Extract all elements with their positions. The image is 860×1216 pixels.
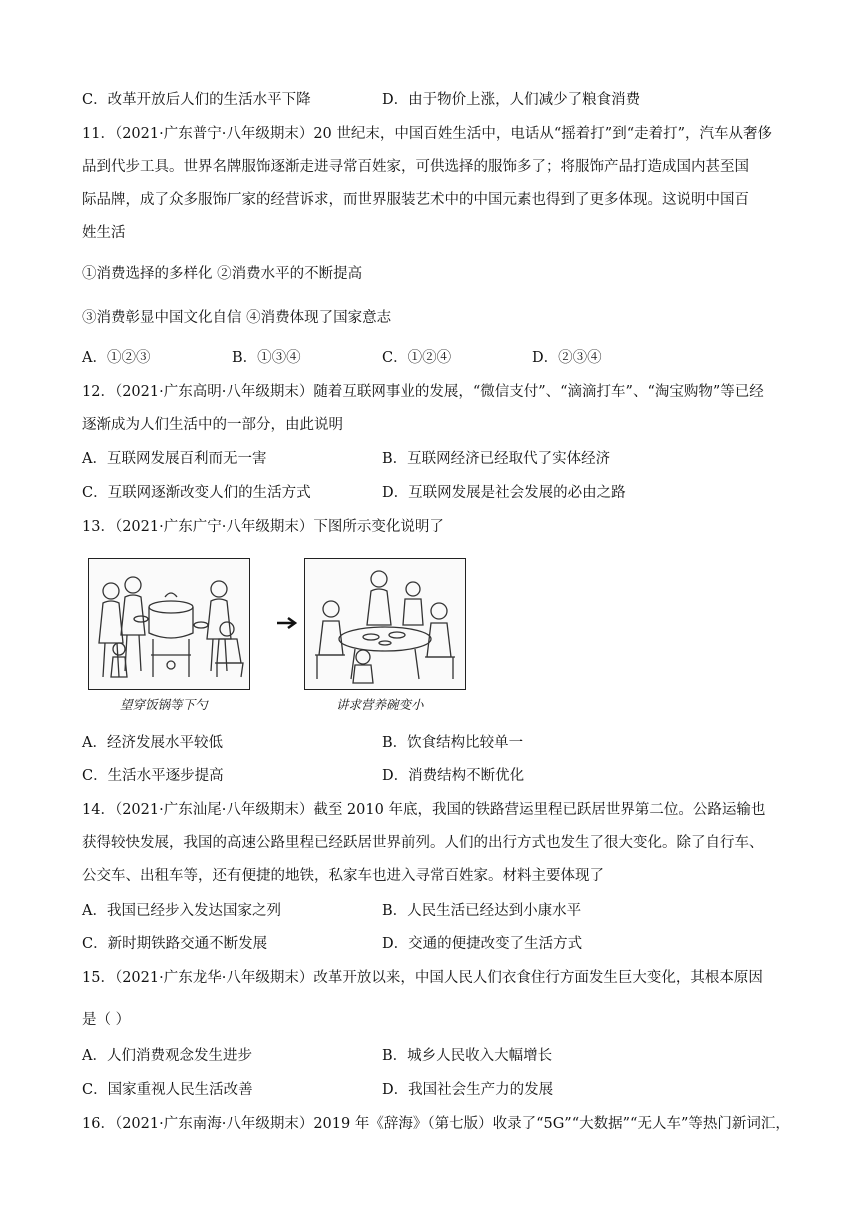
q11-statement-1: ①消费选择的多样化 ②消费水平的不断提高: [82, 266, 363, 282]
family-waiting-pot-drawing: [89, 559, 249, 689]
q14-options-row-1: [82, 901, 782, 921]
q12-option-d: D．互联网发展是社会发展的必由之路: [382, 485, 626, 501]
q11-option-d: D．②③④: [532, 350, 602, 366]
q10-option-d: D．由于物价上涨，人们减少了粮食消费: [382, 92, 641, 108]
q13-option-a: A．经济发展水平较低: [82, 735, 223, 751]
q13-options-row-2: [82, 766, 782, 786]
q11-options-row: [82, 348, 782, 368]
q12-stem-line-1: 12．（2021·广东高明·八年级期末）随着互联网事业的发展，“微信支付”、“滴滴打车”、“淘宝购物”等已经: [82, 384, 764, 400]
q13-option-c: C．生活水平逐步提高: [82, 768, 224, 784]
q11-stem-line-1: 11．（2021·广东普宁·八年级期末）20 世纪末，中国百姓生活中，电话从“摇着打”到“走着打”，汽车从奢侈: [82, 126, 773, 142]
left-cartoon-caption: 望穿饭锅等下勺: [120, 697, 208, 712]
q13-options-row-1: [82, 733, 782, 753]
q15-option-a: A．人们消费观念发生进步: [82, 1048, 252, 1064]
q12-options-row-1: [82, 449, 782, 469]
q15-option-d: D．我国社会生产力的发展: [382, 1082, 554, 1098]
q13-option-d: D．消费结构不断优化: [382, 768, 525, 784]
q11-statement-2: ③消费彰显中国文化自信 ④消费体现了国家意志: [82, 310, 392, 326]
q14-option-c: C．新时期铁路交通不断发展: [82, 936, 268, 952]
q12-option-a: A．互联网发展百利而无一害: [82, 451, 267, 467]
right-cartoon-caption: 讲求营养碗变小: [336, 697, 424, 712]
q14-options-row-2: [82, 934, 782, 954]
q14-option-b: B．人民生活已经达到小康水平: [382, 903, 582, 919]
q10-options-row: [82, 90, 782, 110]
q10-option-c: C．改革开放后人们的生活水平下降: [82, 92, 311, 108]
q14-option-a: A．我国已经步入发达国家之列: [82, 903, 281, 919]
q13-option-b: B．饮食结构比较单一: [382, 735, 524, 751]
q11-option-b: B．①③④: [232, 350, 301, 366]
q12-option-b: B．互联网经济已经取代了实体经济: [382, 451, 611, 467]
q12-options-row-2: [82, 483, 782, 503]
q15-stem-line-2: 是（ ）: [82, 1012, 131, 1028]
right-cartoon-panel: [304, 558, 466, 690]
q14-stem-line-2: 获得较快发展，我国的高速公路里程已经跃居世界前列。人们的出行方式也发生了很大变化。除了自行车、: [82, 835, 764, 851]
q15-option-b: B．城乡人民收入大幅增长: [382, 1048, 553, 1064]
q11-stem-line-2: 品到代步工具。世界名牌服饰逐渐走进寻常百姓家，可供选择的服饰多了；将服饰产品打造成国内甚至国: [82, 159, 749, 175]
q15-option-c: C．国家重视人民生活改善: [82, 1082, 253, 1098]
left-cartoon-panel: [88, 558, 250, 690]
q12-stem-line-2: 逐渐成为人们生活中的一部分，由此说明: [82, 417, 343, 433]
q16-stem-line-1: 16．（2021·广东南海·八年级期末）2019 年《辞海》（第七版）收录了“5G”“大数据”“无人车”等热门新词汇，: [82, 1116, 790, 1132]
q13-cartoon-figure: [88, 558, 468, 720]
q11-option-a: A．①②③: [82, 350, 151, 366]
q15-stem-line-1: 15．（2021·广东龙华·八年级期末）改革开放以来，中国人民人们衣食住行方面发生巨大变化，其根本原因: [82, 970, 763, 986]
q12-option-c: C．互联网逐渐改变人们的生活方式: [82, 485, 311, 501]
q14-stem-line-3: 公交车、出租车等，还有便捷的地铁，私家车也进入寻常百姓家。材料主要体现了: [82, 868, 604, 884]
q15-options-row-2: [82, 1080, 782, 1100]
q11-stem-line-4: 姓生活: [82, 225, 126, 241]
q13-stem-line-1: 13．（2021·广东广宁·八年级期末）下图所示变化说明了: [82, 519, 444, 535]
q14-option-d: D．交通的便捷改变了生活方式: [382, 936, 583, 952]
q11-stem-line-3: 际品牌，成了众多服饰厂家的经营诉求，而世界服装艺术中的中国元素也得到了更多体现。这说明中国百: [82, 192, 749, 208]
arrow-right-icon: [276, 616, 298, 630]
q15-options-row-1: [82, 1046, 782, 1066]
family-dining-table-drawing: [305, 559, 465, 689]
q14-stem-line-1: 14．（2021·广东汕尾·八年级期末）截至 2010 年底，我国的铁路营运里程已跃居世界第二位。公路运输也: [82, 802, 766, 818]
q11-option-c: C．①②④: [382, 350, 452, 366]
